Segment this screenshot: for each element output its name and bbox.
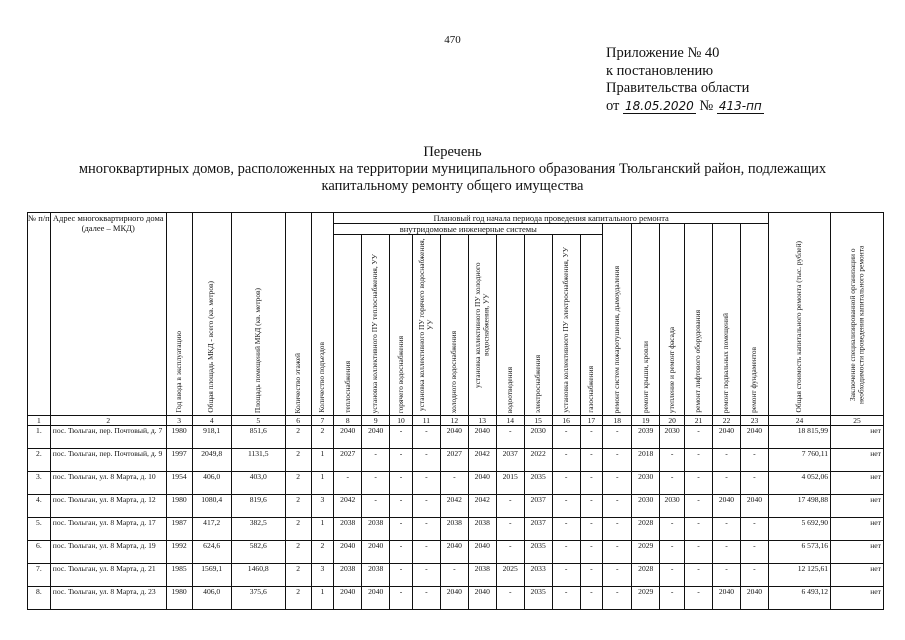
header-roof: ремонт крыши, кровли	[632, 224, 660, 416]
table-cell: -	[412, 449, 440, 472]
table-cell: 2033	[524, 564, 552, 587]
table-cell: 2040	[740, 426, 768, 449]
table-cell: 2030	[524, 426, 552, 449]
table-cell: -	[580, 564, 603, 587]
column-number: 21	[685, 416, 713, 426]
table-cell: нет	[831, 541, 884, 564]
table-cell: 406,0	[192, 472, 231, 495]
address-cell: пос. Тюльган, ул. 8 Марта, д. 12	[50, 495, 166, 518]
table-cell: 2040	[468, 541, 496, 564]
table-cell: нет	[831, 518, 884, 541]
column-number: 8	[334, 416, 362, 426]
header-cold-water: холодного водоснабжения	[440, 235, 468, 416]
table-cell: 6.	[28, 541, 51, 564]
table-row	[28, 518, 884, 541]
table-cell: 406,0	[192, 587, 231, 610]
header-foundation: ремонт фундаментов	[740, 224, 768, 416]
header-elevator: ремонт лифтового оборудования	[685, 224, 713, 416]
header-entrances: Количество подъездов	[311, 213, 334, 416]
column-number: 10	[390, 416, 413, 426]
table-cell: -	[552, 564, 580, 587]
column-number: 6	[285, 416, 311, 426]
table-cell: 2040	[440, 426, 468, 449]
table-cell: -	[712, 541, 740, 564]
table-cell: 2042	[334, 495, 362, 518]
table-cell: -	[685, 472, 713, 495]
table-cell: 2	[285, 495, 311, 518]
repair-list-table	[27, 212, 884, 610]
table-cell: 3.	[28, 472, 51, 495]
table-cell: 2	[285, 564, 311, 587]
table-cell: -	[496, 541, 524, 564]
table-cell: -	[712, 518, 740, 541]
table-cell: -	[580, 495, 603, 518]
table-cell: 2037	[524, 518, 552, 541]
header-conclusion: Заключение специализированной организации о необходимости проведения капитального ремонта	[831, 213, 884, 416]
table-cell: -	[412, 426, 440, 449]
table-cell: -	[685, 587, 713, 610]
table-cell: 624,6	[192, 541, 231, 564]
appendix-line-3: Правительства области	[606, 80, 750, 96]
table-cell: 1	[311, 587, 334, 610]
header-heating-meter: установка коллективного ПУ теплоснабжения, УУ	[362, 235, 390, 416]
table-row	[28, 564, 884, 587]
column-number: 4	[192, 416, 231, 426]
table-row	[28, 541, 884, 564]
table-cell: 2029	[632, 541, 660, 564]
table-row	[28, 472, 884, 495]
table-cell: 2030	[632, 495, 660, 518]
title-line-3: капитальному ремонту общего имущества	[321, 178, 584, 194]
column-number: 2	[50, 416, 166, 426]
table-cell: 2038	[440, 518, 468, 541]
table-cell: 2027	[334, 449, 362, 472]
table-cell: 2040	[362, 541, 390, 564]
table-cell: 403,0	[231, 472, 285, 495]
table-cell: -	[740, 472, 768, 495]
header-electricity-meter: установка коллективного ПУ электроснабжения, УУ	[552, 235, 580, 416]
table-cell: -	[603, 426, 632, 449]
table-cell: -	[552, 472, 580, 495]
header-hot-water: горячего водоснабжения	[390, 235, 413, 416]
table-cell: 2	[285, 472, 311, 495]
header-total-area: Общая площадь МКД - всего (кв. метров)	[192, 213, 231, 416]
table-cell: 4.	[28, 495, 51, 518]
table-cell: 1080,4	[192, 495, 231, 518]
column-number: 18	[603, 416, 632, 426]
table-cell: -	[552, 541, 580, 564]
table-cell: нет	[831, 587, 884, 610]
table-cell: 2040	[712, 495, 740, 518]
header-hot-water-meter: установка коллективного ПУ горячего водоснабжения, УУ	[412, 235, 440, 416]
table-cell: 2038	[468, 518, 496, 541]
table-cell: -	[580, 518, 603, 541]
table-cell: -	[552, 449, 580, 472]
document-title	[0, 144, 905, 195]
table-cell: 2037	[496, 449, 524, 472]
table-cell: -	[712, 449, 740, 472]
table-cell: -	[390, 541, 413, 564]
column-number: 12	[440, 416, 468, 426]
table-cell: 2018	[632, 449, 660, 472]
table-cell: -	[390, 449, 413, 472]
column-number: 20	[660, 416, 685, 426]
table-cell: -	[740, 449, 768, 472]
table-cell: 2042	[440, 495, 468, 518]
table-cell: -	[740, 541, 768, 564]
table-row	[28, 449, 884, 472]
address-cell: пос. Тюльган, ул. 8 Марта, д. 10	[50, 472, 166, 495]
table-cell: 1987	[166, 518, 192, 541]
table-cell: -	[603, 449, 632, 472]
table-cell: -	[412, 541, 440, 564]
column-number: 11	[412, 416, 440, 426]
table-cell: 2.	[28, 449, 51, 472]
column-number: 24	[768, 416, 830, 426]
header-row-1	[28, 213, 884, 224]
table-cell: 1980	[166, 495, 192, 518]
table-cell: 1460,8	[231, 564, 285, 587]
header-basement: ремонт подвальных помещений	[712, 224, 740, 416]
table-cell: 2040	[740, 495, 768, 518]
table-cell: -	[390, 426, 413, 449]
table-cell: -	[362, 495, 390, 518]
table-cell: 1.	[28, 426, 51, 449]
table-cell: -	[412, 495, 440, 518]
title-line-2: многоквартирных домов, расположенных на территории муниципального образования Тюльганский район, подлежащих	[78, 161, 827, 177]
handwritten-date: 18.05.2020	[625, 98, 694, 113]
column-number: 7	[311, 416, 334, 426]
table-cell: 1	[311, 518, 334, 541]
table-cell: 2030	[660, 426, 685, 449]
header-year: Год ввода в эксплуатацию	[166, 213, 192, 416]
table-cell: 2040	[740, 587, 768, 610]
table-cell: -	[685, 518, 713, 541]
table-cell: -	[603, 518, 632, 541]
address-cell: пос. Тюльган, ул. 8 Марта, д. 19	[50, 541, 166, 564]
header-electricity: электроснабжения	[524, 235, 552, 416]
table-cell: -	[580, 472, 603, 495]
table-cell: -	[603, 587, 632, 610]
table-cell: нет	[831, 472, 884, 495]
table-cell: 3	[311, 564, 334, 587]
column-number: 22	[712, 416, 740, 426]
table-cell: 7.	[28, 564, 51, 587]
table-cell: -	[496, 587, 524, 610]
table-cell: -	[685, 449, 713, 472]
table-cell: -	[660, 449, 685, 472]
table-cell: 2038	[468, 564, 496, 587]
table-cell: 1992	[166, 541, 192, 564]
column-number: 25	[831, 416, 884, 426]
header-planned-year: Плановый год начала периода проведения капитального ремонта	[334, 213, 769, 224]
table-cell: 2015	[496, 472, 524, 495]
table-cell: -	[712, 564, 740, 587]
column-number: 17	[580, 416, 603, 426]
header-total-cost: Общая стоимость капитального ремонта (тыс. рублей)	[768, 213, 830, 416]
table-cell: -	[580, 449, 603, 472]
table-cell: -	[334, 472, 362, 495]
table-cell: -	[390, 472, 413, 495]
table-cell: нет	[831, 449, 884, 472]
address-cell: пос. Тюльган, ул. 8 Марта, д. 21	[50, 564, 166, 587]
table-cell: 2038	[334, 564, 362, 587]
table-cell: 2	[311, 426, 334, 449]
table-cell: -	[660, 541, 685, 564]
address-cell: пос. Тюльган, ул. 8 Марта, д. 23	[50, 587, 166, 610]
table-cell: -	[390, 564, 413, 587]
table-cell: -	[580, 426, 603, 449]
table-cell: -	[390, 495, 413, 518]
table-cell: 2035	[524, 472, 552, 495]
number-sign: №	[699, 97, 714, 114]
table-cell: -	[660, 472, 685, 495]
header-address: Адрес многоквартирного дома (далее – МКД)	[50, 213, 166, 416]
table-cell: 1980	[166, 426, 192, 449]
table-cell: -	[412, 564, 440, 587]
table-cell: 417,2	[192, 518, 231, 541]
page-number: 470	[444, 34, 461, 46]
column-number: 15	[524, 416, 552, 426]
table-cell: -	[440, 564, 468, 587]
table-cell: 1569,1	[192, 564, 231, 587]
table-cell: 1	[311, 449, 334, 472]
table-cell: 2040	[712, 587, 740, 610]
table-cell: 4 052,06	[768, 472, 830, 495]
column-number: 14	[496, 416, 524, 426]
table-cell: -	[603, 541, 632, 564]
table-cell: -	[552, 426, 580, 449]
table-cell: -	[685, 564, 713, 587]
table-cell: 2	[285, 449, 311, 472]
table-cell: 819,6	[231, 495, 285, 518]
table-cell: 5 692,90	[768, 518, 830, 541]
column-number-row	[28, 416, 884, 426]
column-number: 23	[740, 416, 768, 426]
from-label: от	[606, 97, 620, 114]
table-cell: 2038	[334, 518, 362, 541]
table-cell: 2027	[440, 449, 468, 472]
table-cell: -	[552, 495, 580, 518]
header-gas: газоснабжения	[580, 235, 603, 416]
table-cell: 2025	[496, 564, 524, 587]
table-cell: 2039	[632, 426, 660, 449]
column-number: 19	[632, 416, 660, 426]
table-cell: -	[740, 564, 768, 587]
appendix-line-2: к постановлению	[606, 62, 714, 79]
table-cell: 2	[285, 587, 311, 610]
table-cell: -	[685, 426, 713, 449]
column-number: 5	[231, 416, 285, 426]
appendix-block	[606, 45, 764, 115]
table-row	[28, 587, 884, 610]
table-cell: 2049,8	[192, 449, 231, 472]
address-cell: пос. Тюльган, пер. Почтовый, д. 7	[50, 426, 166, 449]
table-cell: 1131,5	[231, 449, 285, 472]
table-cell: 1980	[166, 587, 192, 610]
table-cell: -	[660, 587, 685, 610]
table-cell: 2040	[712, 426, 740, 449]
table-cell: -	[412, 587, 440, 610]
header-heating: теплоснабжения	[334, 235, 362, 416]
table-cell: 2037	[524, 495, 552, 518]
table-cell: -	[660, 518, 685, 541]
table-cell: -	[685, 495, 713, 518]
table-cell: 2	[285, 518, 311, 541]
handwritten-number: 413-пп	[718, 98, 762, 113]
table-cell: -	[390, 587, 413, 610]
header-cold-water-meter: установка коллективного ПУ холодного водоснабжения, УУ	[468, 235, 496, 416]
table-cell: 2	[285, 541, 311, 564]
table-cell: -	[412, 472, 440, 495]
address-cell: пос. Тюльган, ул. 8 Марта, д. 17	[50, 518, 166, 541]
table-cell: -	[552, 587, 580, 610]
table-cell: 7 760,11	[768, 449, 830, 472]
table-cell: -	[580, 541, 603, 564]
table-cell: нет	[831, 426, 884, 449]
table-cell: 2042	[468, 495, 496, 518]
table-cell: -	[603, 495, 632, 518]
table-cell: 1997	[166, 449, 192, 472]
table-cell: -	[496, 495, 524, 518]
table-cell: -	[552, 518, 580, 541]
table-cell: 2035	[524, 587, 552, 610]
table-cell: -	[603, 564, 632, 587]
header-premises-area: Площадь помещений МКД (кв. метров)	[231, 213, 285, 416]
table-cell: 2030	[632, 472, 660, 495]
column-number: 1	[28, 416, 51, 426]
table-cell: -	[496, 518, 524, 541]
header-facade: утепление и ремонт фасада	[660, 224, 685, 416]
table-cell: -	[660, 564, 685, 587]
table-cell: 2040	[362, 587, 390, 610]
table-cell: 2040	[440, 587, 468, 610]
table-cell: -	[362, 472, 390, 495]
table-cell: 2038	[362, 564, 390, 587]
table-cell: 2040	[440, 541, 468, 564]
table-cell: -	[496, 426, 524, 449]
table-cell: 582,6	[231, 541, 285, 564]
table-cell: 1954	[166, 472, 192, 495]
table-cell: 2	[311, 541, 334, 564]
table-cell: -	[685, 541, 713, 564]
table-row	[28, 495, 884, 518]
table-cell: 2030	[660, 495, 685, 518]
table-cell: 2040	[468, 587, 496, 610]
table-cell: 3	[311, 495, 334, 518]
table-cell: -	[412, 518, 440, 541]
table-cell: 17 498,88	[768, 495, 830, 518]
table-cell: 1	[311, 472, 334, 495]
header-sewerage: водоотведения	[496, 235, 524, 416]
appendix-line-1: Приложение № 40	[606, 45, 720, 61]
table-cell: 2022	[524, 449, 552, 472]
table-cell: 851,6	[231, 426, 285, 449]
column-number: 3	[166, 416, 192, 426]
table-cell: 5.	[28, 518, 51, 541]
table-cell: -	[390, 518, 413, 541]
table-cell: 2038	[362, 518, 390, 541]
table-cell: 1985	[166, 564, 192, 587]
table-cell: 2042	[468, 449, 496, 472]
table-cell: 2040	[362, 426, 390, 449]
column-number: 9	[362, 416, 390, 426]
address-cell: пос. Тюльган, пер. Почтовый, д. 9	[50, 449, 166, 472]
table-cell: -	[603, 472, 632, 495]
column-number: 13	[468, 416, 496, 426]
table-cell: 2035	[524, 541, 552, 564]
table-cell: 918,1	[192, 426, 231, 449]
table-cell: 6 573,16	[768, 541, 830, 564]
table-row	[28, 426, 884, 449]
table-cell: 2028	[632, 564, 660, 587]
table-cell: 18 815,99	[768, 426, 830, 449]
table-cell: 2	[285, 426, 311, 449]
table-cell: -	[740, 518, 768, 541]
header-num: № п/п	[28, 213, 51, 416]
appendix-line-4	[606, 98, 764, 116]
header-floors: Количество этажей	[285, 213, 311, 416]
header-fire-systems: ремонт систем пожаротушения, дымоудаления	[603, 224, 632, 416]
table-cell: 382,5	[231, 518, 285, 541]
table-cell: 375,6	[231, 587, 285, 610]
table-cell: -	[440, 472, 468, 495]
table-cell: нет	[831, 564, 884, 587]
title-line-1: Перечень	[423, 144, 482, 160]
table-cell: 2040	[334, 587, 362, 610]
table-cell: 2028	[632, 518, 660, 541]
table-cell: 8.	[28, 587, 51, 610]
table-cell: 12 125,61	[768, 564, 830, 587]
table-cell: -	[362, 449, 390, 472]
table-cell: 2040	[334, 426, 362, 449]
table-cell: -	[580, 587, 603, 610]
header-inhouse-systems: внутридомовые инженерные системы	[334, 224, 603, 235]
table-cell: 2029	[632, 587, 660, 610]
column-number: 16	[552, 416, 580, 426]
table-cell: нет	[831, 495, 884, 518]
table-cell: -	[712, 472, 740, 495]
table-cell: 2040	[468, 426, 496, 449]
table-cell: 2040	[468, 472, 496, 495]
table-cell: 2040	[334, 541, 362, 564]
table-cell: 6 493,12	[768, 587, 830, 610]
